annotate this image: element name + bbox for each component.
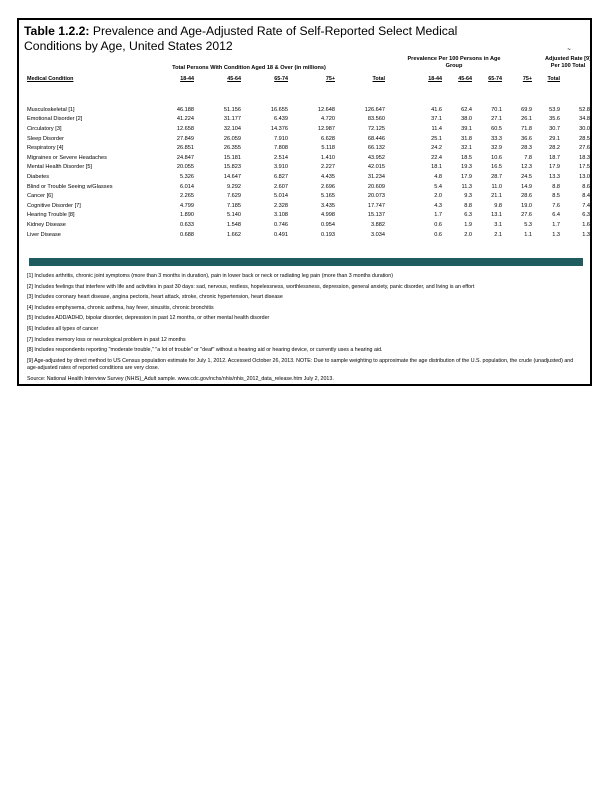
spacer-cell [385, 220, 395, 230]
adjusted-rate-cell: 1.6 [582, 221, 590, 228]
prevalence-cell: 2.1 [494, 231, 502, 238]
total-cell: 7.808 [274, 145, 288, 152]
prevalence-cell: 2.0 [464, 231, 472, 238]
table-row [27, 201, 590, 211]
total-cell: 3.435 [321, 202, 335, 209]
total-cell: 7.910 [274, 135, 288, 142]
prevalence-cell: 41.6 [431, 106, 442, 113]
total-cell: 41.224 [176, 116, 194, 123]
total-cell: 2.328 [274, 202, 288, 209]
prevalence-cell: 32.1 [461, 145, 472, 152]
prevalence-cell: 53.9 [549, 106, 560, 113]
footnote: [9] Age-adjusted by direct method to US Census population estimate for July 1, 2012. Accessed October 26, 2013. NOTE: Due to sample weighting to approximate the age distribution of the U.S. population, the crude (unadjusted) and age-adjusted rates of reported conditions are very close. [27, 357, 574, 371]
prevalence-cell: 37.1 [431, 116, 442, 123]
prevalence-cell: 1.7 [434, 212, 442, 219]
table-row [27, 172, 590, 182]
prevalence-cell: 8.5 [552, 193, 560, 200]
prevalence-cell: 71.8 [521, 125, 532, 132]
divider-bar [29, 258, 583, 266]
adjusted-rate-cell: 18.3 [579, 154, 590, 161]
total-cell: 7.629 [227, 193, 241, 200]
total-cell: 27.849 [176, 135, 194, 142]
prevalence-cell: 16.5 [491, 164, 502, 171]
total-cell: 12.987 [317, 125, 335, 132]
total-cell: 16.655 [270, 106, 288, 113]
prevalence-cell: 11.4 [431, 125, 442, 132]
total-cell: 2.265 [180, 193, 194, 200]
total-cell: 2.514 [274, 154, 288, 161]
total-cell: 9.292 [227, 183, 241, 190]
prevalence-cell: 1.7 [552, 221, 560, 228]
total-cell: 2.696 [321, 183, 335, 190]
total-cell: 2.607 [274, 183, 288, 190]
table-row [27, 220, 590, 230]
condition-name: Diabetes [27, 173, 50, 180]
total-cell: 0.688 [180, 231, 194, 238]
table-frame [17, 18, 592, 386]
prevalence-cell: 7.6 [552, 202, 560, 209]
col-header-prev-1: 45-64 [458, 76, 472, 82]
prevalence-cell: 28.3 [521, 145, 532, 152]
total-cell: 51.156 [223, 106, 241, 113]
footnote: [2] Includes feelings that interfere with life and activities in past 30 days: sad, nervous, restless, hopelessness, worthlessness, depression, general anxiety, panic disorder, and living is an effort [27, 283, 475, 290]
title-label: Table 1.2.2: [24, 24, 90, 38]
prevalence-cell: 14.9 [521, 183, 532, 190]
table-row [27, 153, 590, 163]
prevalence-cell: 4.3 [434, 202, 442, 209]
spacer-cell [385, 163, 395, 173]
total-cell: 83.560 [367, 116, 385, 123]
prevalence-cell: 27.6 [521, 212, 532, 219]
footnote: [6] Includes all types of cancer [27, 325, 99, 332]
total-cell: 5.014 [274, 193, 288, 200]
prevalence-cell: 8.8 [552, 183, 560, 190]
total-cell: 4.998 [321, 212, 335, 219]
spacer-cell [385, 230, 395, 240]
medical-condition-header: Medical Condition [27, 76, 74, 82]
prevalence-cell: 0.6 [434, 221, 442, 228]
total-cell: 66.132 [367, 145, 385, 152]
footnote: [3] Includes coronary heart disease, angina pectoris, heart attack, stroke, chronic hypertension, heart disease [27, 294, 283, 301]
prevalence-cell: 13.3 [549, 173, 560, 180]
prevalence-cell: 9.3 [464, 193, 472, 200]
spacer-cell [385, 172, 395, 182]
total-cell: 1.662 [227, 231, 241, 238]
table-row [27, 105, 590, 115]
prevalence-cell: 25.1 [431, 135, 442, 142]
prevalence-cell: 18.1 [431, 164, 442, 171]
prevalence-cell: 4.8 [434, 173, 442, 180]
condition-name: Circulatory [3] [27, 125, 62, 132]
prevalence-cell: 1.1 [524, 231, 532, 238]
prevalence-cell: 24.2 [431, 145, 442, 152]
adjusted-rate-cell: 30.0 [579, 125, 590, 132]
title-text: Prevalence and Age-Adjusted Rate of Self-Reported Select Medical Conditions by Age, United States 2012 [24, 24, 458, 53]
prevalence-cell: 18.5 [461, 154, 472, 161]
spacer-cell [385, 153, 395, 163]
prevalence-cell: 35.6 [549, 116, 560, 123]
total-cell: 0.193 [321, 231, 335, 238]
adjusted-rate-cell: 7.4 [582, 202, 590, 209]
footnote: [4] Includes emphysema, chronic asthma, hay fever, sinusitis, chronic bronchitis [27, 304, 214, 311]
prevalence-cell: 11.0 [491, 183, 502, 190]
adjusted-rate-cell: 1.3 [582, 231, 590, 238]
total-cell: 68.446 [367, 135, 385, 142]
total-cell: 15.181 [223, 154, 241, 161]
total-cell: 31.177 [223, 116, 241, 123]
total-cell: 5.118 [321, 145, 335, 152]
adjusted-rate-cell: 27.6 [579, 145, 590, 152]
total-cell: 3.034 [371, 231, 385, 238]
prevalence-cell: 69.9 [521, 106, 532, 113]
col-header-prev-3: 75+ [522, 76, 532, 82]
table-row [27, 230, 590, 240]
total-cell: 20.073 [367, 193, 385, 200]
total-cell: 43.952 [367, 154, 385, 161]
adjusted-rate-cell: 34.8 [579, 116, 590, 123]
prevalence-group-header: Prevalence Per 100 Persons in Age Group [407, 56, 501, 69]
prevalence-cell: 24.5 [521, 173, 532, 180]
prevalence-cell: 31.8 [461, 135, 472, 142]
page-title [24, 24, 494, 54]
total-cell: 1.410 [321, 154, 335, 161]
col-header-total-0: 18-44 [180, 76, 194, 82]
condition-name: Kidney Disease [27, 221, 66, 228]
prevalence-cell: 17.9 [549, 164, 560, 171]
total-cell: 26.355 [223, 145, 241, 152]
prevalence-cell: 17.9 [461, 173, 472, 180]
table-row [27, 115, 590, 125]
table-row [27, 134, 590, 144]
total-cell: 4.435 [321, 173, 335, 180]
total-cell: 3.910 [274, 164, 288, 171]
total-cell: 4.720 [321, 116, 335, 123]
condition-name: Liver Disease [27, 231, 61, 238]
table-row [27, 124, 590, 134]
total-cell: 126.647 [364, 106, 385, 113]
total-cell: 15.823 [223, 164, 241, 171]
prevalence-cell: 1.9 [464, 221, 472, 228]
table-row [27, 211, 590, 221]
total-cell: 3.882 [371, 221, 385, 228]
total-cell: 14.376 [270, 125, 288, 132]
condition-name: Sleep Disorder [27, 135, 64, 142]
condition-name: Blind or Trouble Seeing w/Glasses [27, 183, 113, 190]
spacer-cell [385, 105, 395, 115]
col-header-prev-0: 18-44 [428, 76, 442, 82]
total-cell: 3.108 [274, 212, 288, 219]
condition-name: Hearing Trouble [8] [27, 212, 75, 219]
prevalence-cell: 9.8 [494, 202, 502, 209]
spacer-cell [385, 211, 395, 221]
col-header-total-1: 45-64 [227, 76, 241, 82]
prevalence-cell: 36.6 [521, 135, 532, 142]
condition-name: Cancer [6] [27, 193, 53, 200]
adjusted-rate-cell: 13.0 [579, 173, 590, 180]
total-group-header: Total Persons With Condition Aged 18 & Over (in millions) [172, 65, 326, 71]
prevalence-cell: 26.1 [521, 116, 532, 123]
condition-name: Cognitive Disorder [7] [27, 202, 81, 209]
total-cell: 6.014 [180, 183, 194, 190]
prevalence-cell: 7.8 [524, 154, 532, 161]
total-cell: 5.326 [180, 173, 194, 180]
prevalence-cell: 39.1 [461, 125, 472, 132]
total-cell: 6.628 [321, 135, 335, 142]
table-row [27, 143, 590, 153]
total-cell: 26.851 [176, 145, 194, 152]
col-header-total-2: 65-74 [274, 76, 288, 82]
prevalence-cell: 28.2 [549, 145, 560, 152]
total-cell: 31.234 [367, 173, 385, 180]
footnote: [5] Includes ADD/ADHD, bipolar disorder, depression in past 12 months, or other mental health disorder [27, 315, 270, 322]
adjusted-rate-cell: 28.5 [579, 135, 590, 142]
total-cell: 5.165 [321, 193, 335, 200]
total-cell: 6.439 [274, 116, 288, 123]
footnotes [27, 273, 585, 386]
spacer-cell [385, 115, 395, 125]
total-cell: 14.647 [223, 173, 241, 180]
condition-name: Musculoskeletal [1] [27, 106, 75, 113]
total-cell: 7.185 [227, 202, 241, 209]
total-cell: 2.227 [321, 164, 335, 171]
spacer-cell [385, 124, 395, 134]
total-cell: 12.648 [317, 106, 335, 113]
total-cell: 17.747 [367, 202, 385, 209]
prevalence-cell: 30.7 [549, 125, 560, 132]
prevalence-cell: 19.0 [521, 202, 532, 209]
prevalence-cell: 6.4 [552, 212, 560, 219]
spacer-cell [385, 134, 395, 144]
prevalence-cell: 28.7 [491, 173, 502, 180]
prevalence-cell: 22.4 [431, 154, 442, 161]
footnote: [7] Includes memory loss or neurological problem in past 12 months [27, 336, 186, 343]
prevalence-cell: 13.1 [491, 212, 502, 219]
total-cell: 20.609 [367, 183, 385, 190]
prevalence-cell: 38.0 [461, 116, 472, 123]
total-cell: 5.140 [227, 212, 241, 219]
total-cell: 32.104 [223, 125, 241, 132]
prevalence-cell: 11.3 [461, 183, 472, 190]
prevalence-cell: 32.9 [491, 145, 502, 152]
prevalence-cell: 5.3 [524, 221, 532, 228]
total-cell: 15.137 [367, 212, 385, 219]
total-cell: 1.890 [180, 212, 194, 219]
prevalence-cell: 18.7 [549, 154, 560, 161]
spacer-cell [385, 182, 395, 192]
col-header-prev-2: 65-74 [488, 76, 502, 82]
total-cell: 46.188 [176, 106, 194, 113]
adjusted-mark: ~ [567, 47, 571, 53]
prevalence-cell: 19.3 [461, 164, 472, 171]
total-cell: 20.055 [176, 164, 194, 171]
adjusted-group-header: Adjusted Rate [9] Per 100 Total [545, 56, 591, 69]
prevalence-cell: 60.5 [491, 125, 502, 132]
footnote: Source: National Health Interview Survey (NHIS)_Adult sample. www.cdc.gov/nchs/nhis/nhis_2012_data_release.htm July 2, 2013. [27, 375, 334, 382]
footnote: [1] Includes arthritis, chronic joint symptoms (more than 3 months in duration), pain in lower back or neck or radiating leg pain (more than 3 months duration) [27, 273, 393, 279]
spacer-cell [385, 143, 395, 153]
prevalence-cell: 12.3 [521, 164, 532, 171]
prevalence-cell: 29.1 [549, 135, 560, 142]
total-cell: 4.799 [180, 202, 194, 209]
adjusted-rate-cell: 8.6 [582, 183, 590, 190]
table-row [27, 182, 590, 192]
prevalence-cell: 28.6 [521, 193, 532, 200]
prevalence-cell: 8.8 [464, 202, 472, 209]
condition-name: Emotional Disorder [2] [27, 116, 83, 123]
condition-name: Respiratory [4] [27, 145, 64, 152]
total-cell: 72.125 [367, 125, 385, 132]
col-header-total-3: 75+ [325, 76, 335, 82]
prevalence-cell: 1.3 [552, 231, 560, 238]
prevalence-cell: 3.1 [494, 221, 502, 228]
prevalence-cell: 10.6 [491, 154, 502, 161]
col-header-prev-4: Total [547, 76, 560, 82]
total-cell: 42.015 [367, 164, 385, 171]
prevalence-cell: 33.3 [491, 135, 502, 142]
adjusted-rate-cell: 6.3 [582, 212, 590, 219]
spacer-cell [385, 191, 395, 201]
prevalence-cell: 6.3 [464, 212, 472, 219]
prevalence-cell: 21.1 [491, 193, 502, 200]
condition-name: Mental Health Disorder [5] [27, 164, 92, 171]
table-row [27, 191, 590, 201]
prevalence-cell: 5.4 [434, 183, 442, 190]
total-cell: 24.847 [176, 154, 194, 161]
prevalence-cell: 27.1 [491, 116, 502, 123]
total-cell: 1.548 [227, 221, 241, 228]
total-cell: 0.746 [274, 221, 288, 228]
total-cell: 6.827 [274, 173, 288, 180]
total-cell: 0.491 [274, 231, 288, 238]
prevalence-cell: 70.1 [491, 106, 502, 113]
table-row [27, 163, 590, 173]
adjusted-rate-cell: 8.4 [582, 193, 590, 200]
total-cell: 0.954 [321, 221, 335, 228]
adjusted-rate-cell: 52.8 [579, 106, 590, 113]
total-cell: 26.059 [223, 135, 241, 142]
adjusted-rate-cell: 17.5 [579, 164, 590, 171]
total-cell: 12.658 [176, 125, 194, 132]
conditions-table [27, 105, 590, 239]
prevalence-cell: 0.6 [434, 231, 442, 238]
spacer-cell [385, 201, 395, 211]
condition-name: Migraines or Severe Headaches [27, 154, 107, 161]
total-cell: 0.633 [180, 221, 194, 228]
prevalence-cell: 62.4 [461, 106, 472, 113]
col-header-total-4: Total [372, 76, 385, 82]
prevalence-cell: 2.0 [434, 193, 442, 200]
footnote: [8] Includes respondents reporting "moderate trouble," "a lot of trouble" or "deaf" without a hearing aid or hearing device, or currently uses a hearing aid. [27, 347, 383, 354]
